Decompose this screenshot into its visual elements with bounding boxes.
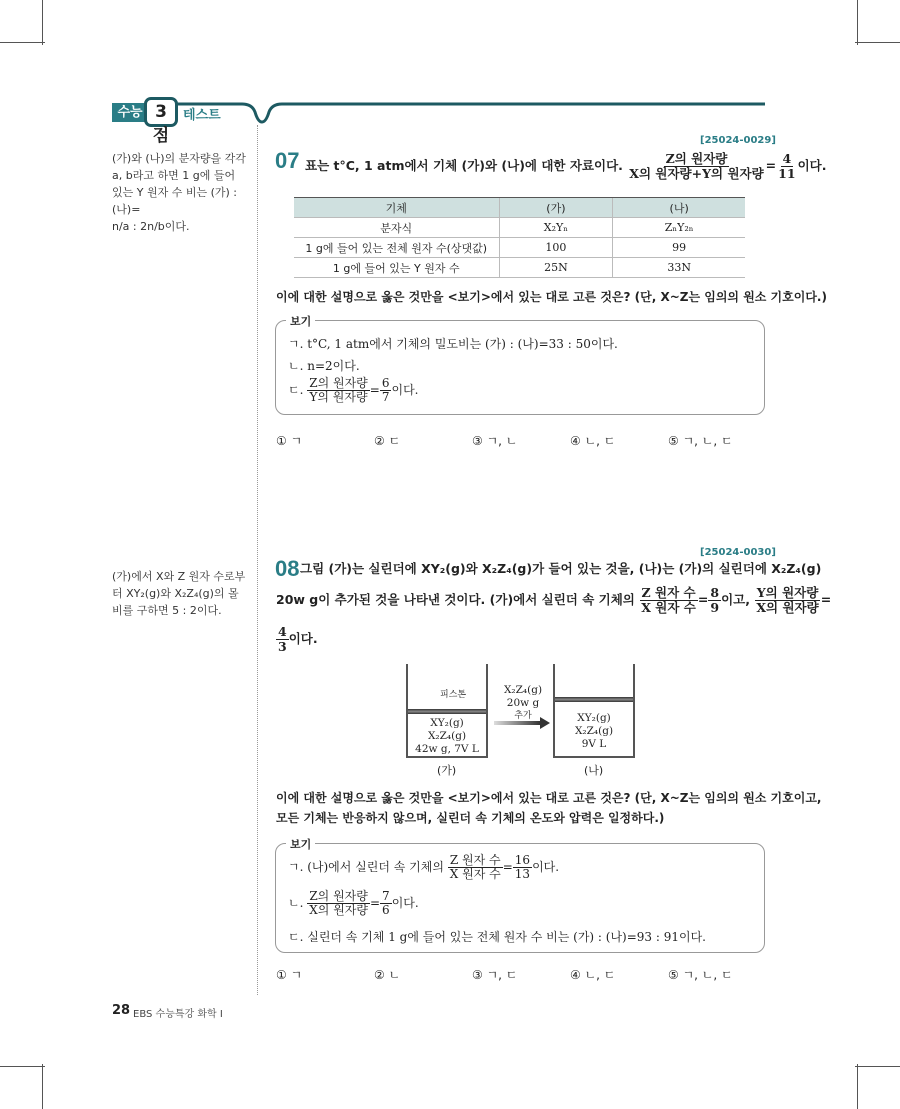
side-note-q7 — [112, 150, 247, 235]
choice-5[interactable]: ⑤ ㄱ, ㄴ, ㄷ — [668, 968, 733, 982]
stem: 표는 t°C, 1 atm에서 기체 (가)와 (나)에 대한 자료이다. — [305, 157, 623, 173]
cell: ZₙY₂ₙ — [613, 218, 745, 238]
amount-label: 20w g — [506, 697, 540, 709]
numerator: Z의 원자량 — [309, 376, 368, 390]
table-row — [294, 258, 745, 278]
fraction — [708, 586, 721, 615]
fraction — [307, 377, 370, 404]
label-na: (나) — [584, 764, 604, 777]
equals: = — [502, 860, 513, 875]
choice-5[interactable]: ⑤ ㄱ, ㄴ, ㄷ — [668, 434, 733, 448]
arrow-icon — [494, 717, 550, 729]
book-title: EBS 수능특강 화학 Ⅰ — [133, 1009, 223, 1020]
crop-mark — [42, 1064, 43, 1109]
crop-mark — [855, 42, 900, 43]
tail: 이다. — [288, 630, 318, 646]
numerator: 7 — [382, 889, 390, 903]
crop-mark — [0, 1066, 45, 1067]
piston-label: 피스톤 — [440, 690, 467, 700]
statement-a: ㄱ. t°C, 1 atm에서 기체의 밀도비는 (가) : (나)=33 : 50이다. — [288, 337, 618, 351]
section-title: 테스트 — [183, 108, 221, 123]
numerator: 8 — [710, 585, 720, 600]
prefix: ㄴ. — [288, 896, 304, 911]
tail: 이다. — [532, 860, 560, 875]
question-text-line3 — [276, 625, 318, 654]
tail: 이다. — [391, 896, 419, 911]
equals: = — [369, 383, 380, 398]
header-cell: 기체 — [294, 198, 499, 218]
equals: = — [765, 157, 777, 173]
choice-1[interactable]: ① ㄱ — [276, 968, 303, 982]
cell: X₂Yₙ — [499, 218, 613, 238]
column-divider — [257, 125, 258, 995]
choice-1[interactable]: ① ㄱ — [276, 434, 303, 448]
crop-mark — [855, 1066, 900, 1067]
fraction — [776, 152, 797, 181]
crop-mark — [857, 0, 858, 45]
choice-3[interactable]: ③ ㄱ, ㄴ — [472, 434, 518, 448]
fraction — [380, 377, 392, 404]
numerator: Z의 원자량 — [309, 889, 368, 903]
denominator: X 원자 수 — [449, 867, 501, 882]
gas-label: X₂Z₄(g) — [574, 725, 614, 737]
numerator: 16 — [514, 853, 531, 867]
stem: 20w g이 추가된 것을 나타낸 것이다. (가)에서 실린더 속 기체의 — [276, 591, 635, 607]
statement-b — [288, 890, 419, 917]
statement-a — [288, 854, 559, 881]
crop-mark — [857, 1064, 858, 1109]
piston — [555, 697, 633, 702]
choice-4[interactable]: ④ ㄴ, ㄷ — [570, 434, 616, 448]
na-contents — [555, 712, 633, 751]
fraction — [276, 625, 289, 654]
question-code: [25024-0030] — [700, 547, 776, 558]
question-number: 07 — [275, 148, 300, 173]
question-text-line2 — [276, 586, 831, 615]
denominator: 7 — [381, 390, 390, 405]
equals: = — [820, 591, 832, 607]
denominator: X 원자 수 — [641, 599, 696, 615]
choice-3[interactable]: ③ ㄱ, ㄷ — [472, 968, 518, 982]
denominator: 3 — [278, 638, 287, 654]
equals: = — [369, 896, 381, 911]
denominator: Y의 원자량 — [309, 390, 368, 405]
gas-label: XY₂(g) — [577, 712, 611, 724]
action-label: 추가 — [514, 711, 532, 721]
numerator: Z의 원자량 — [665, 151, 728, 166]
header-cell: (가) — [499, 198, 613, 218]
statement-c — [288, 377, 418, 404]
side-note-q8: (가)에서 X와 Z 원자 수로부터 XY₂(g)와 X₂Z₄(g)의 몰비를 구하면 5 : 2이다. — [112, 570, 246, 617]
tail: 이다. — [391, 383, 419, 398]
crop-mark — [42, 0, 43, 45]
statement-b: ㄴ. n=2이다. — [288, 359, 360, 373]
bogi-label: 보기 — [286, 836, 315, 852]
question-number: 08 — [275, 556, 300, 581]
question-text — [305, 152, 826, 181]
page-number: 28 — [112, 1003, 131, 1018]
statement-c: ㄷ. 실린더 속 기체 1 g에 들어 있는 전체 원자 수 비는 (가) : (나)=93 : 91이다. — [288, 930, 707, 944]
table-row — [294, 238, 745, 258]
header-cell: (나) — [613, 198, 745, 218]
denominator: 9 — [710, 599, 720, 615]
numerator: Y의 원자량 — [756, 585, 819, 600]
table-row — [294, 218, 745, 238]
ga-contents — [408, 717, 486, 756]
fraction — [627, 152, 765, 181]
fraction — [754, 586, 820, 615]
choice-2[interactable]: ② ㄷ — [374, 434, 401, 448]
fraction — [513, 854, 532, 881]
denominator: 13 — [514, 867, 531, 882]
numerator: 4 — [278, 624, 287, 639]
bogi-label: 보기 — [286, 313, 315, 329]
cell: 1 g에 들어 있는 Y 원자 수 — [294, 258, 499, 278]
section-badge: 3점 — [144, 97, 178, 127]
denominator: X의 원자량 — [756, 599, 819, 615]
cell: 25N — [499, 258, 613, 278]
tail: 이다. — [797, 157, 827, 173]
question-prompt: 이에 대한 설명으로 옳은 것만을 <보기>에서 있는 대로 고른 것은? (단, X~Z는 임의의 원소 기호이고, — [276, 791, 822, 805]
gas-label: X₂Z₄(g) — [427, 730, 467, 742]
cell: 99 — [613, 238, 745, 258]
numerator: Z 원자 수 — [449, 853, 501, 867]
denominator: 11 — [778, 165, 796, 181]
cell: 100 — [499, 238, 613, 258]
fraction — [448, 854, 503, 881]
question-text-line1: 그림 (가)는 실린더에 XY₂(g)와 X₂Z₄(g)가 들어 있는 것을, (나)는 (가)의 실린더에 X₂Z₄(g) — [300, 561, 822, 576]
cell: 분자식 — [294, 218, 499, 238]
denominator: 6 — [382, 903, 390, 918]
note-text: n/a : 2n/b이다. — [112, 220, 190, 233]
section-tag: 수능 — [112, 103, 148, 122]
data-table — [294, 197, 745, 278]
cell: 33N — [613, 258, 745, 278]
crop-mark — [0, 42, 45, 43]
prefix: ㄱ. (나)에서 실린더 속 기체의 — [288, 860, 444, 875]
note-text: (가)와 (나)의 분자량을 각각 a, b라고 하면 1 g에 들어 있는 Y 원자 수 비는 (가) : (나)= — [112, 152, 246, 216]
fraction — [307, 890, 370, 917]
fraction — [639, 586, 698, 615]
connector: 이고, — [721, 591, 750, 607]
question-code: [25024-0029] — [700, 135, 776, 146]
bogi-box — [275, 315, 765, 415]
bogi-box — [275, 838, 765, 953]
choice-4[interactable]: ④ ㄴ, ㄷ — [570, 968, 616, 982]
denominator: X의 원자량 — [309, 903, 368, 918]
gas-label: XY₂(g) — [430, 717, 464, 729]
label-ga: (가) — [437, 764, 457, 777]
numerator: 6 — [381, 376, 390, 390]
numerator: 4 — [782, 151, 792, 166]
question-prompt: 이에 대한 설명으로 옳은 것만을 <보기>에서 있는 대로 고른 것은? (단, X~Z는 임의의 원소 기호이다.) — [276, 290, 827, 304]
gas-label: X₂Z₄(g) — [503, 684, 543, 696]
numerator: Z 원자 수 — [641, 585, 696, 600]
question-prompt-2: 모든 기체는 반응하지 않으며, 실린더 속 기체의 온도와 압력은 일정하다.) — [276, 811, 665, 825]
fraction — [380, 890, 392, 917]
prefix: ㄷ. — [288, 383, 304, 398]
choice-2[interactable]: ② ㄴ — [374, 968, 401, 982]
amount-label: 9V L — [581, 738, 607, 750]
piston — [408, 709, 486, 714]
amount-label: 42w g, 7V L — [415, 743, 479, 755]
denominator: X의 원자량+Y의 원자량 — [629, 165, 764, 181]
cell: 1 g에 들어 있는 전체 원자 수(상댓값) — [294, 238, 499, 258]
equals: = — [697, 591, 709, 607]
